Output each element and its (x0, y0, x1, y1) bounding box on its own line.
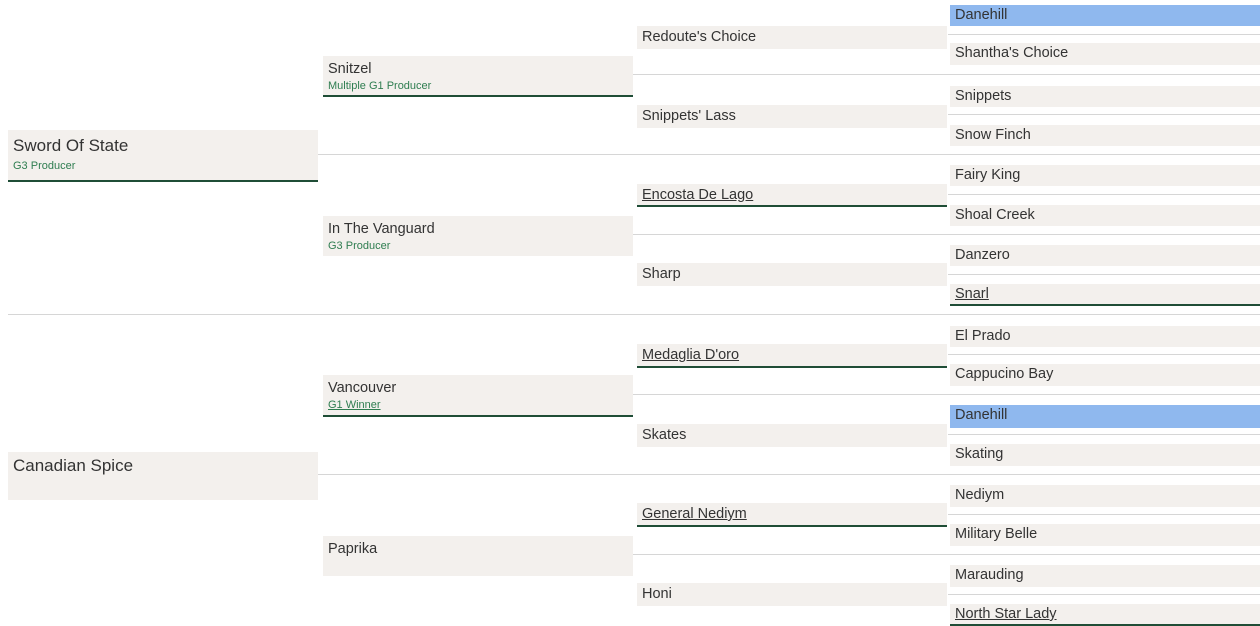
horse-note: G3 Producer (13, 160, 76, 172)
pedigree-gen3-entry[interactable] (637, 424, 947, 447)
horse-name: In The Vanguard (328, 221, 435, 237)
pedigree-gen3-entry[interactable] (637, 184, 947, 207)
pedigree-gen3-entry[interactable] (637, 26, 947, 49)
pedigree-gen4-entry[interactable] (950, 326, 1260, 347)
horse-name: Shantha's Choice (955, 45, 1069, 61)
horse-name: Sharp (642, 266, 681, 282)
pedigree-gen4-entry[interactable] (950, 205, 1260, 226)
pedigree-gen3-entry[interactable] (637, 503, 947, 527)
pedigree-gen3-entry[interactable] (637, 344, 947, 368)
pedigree-gen4-entry[interactable] (950, 364, 1260, 386)
horse-name: Vancouver (328, 380, 397, 396)
horse-name: Danzero (955, 247, 1010, 263)
row-divider (948, 434, 1260, 435)
pedigree-gen4-entry[interactable] (950, 86, 1260, 107)
row-divider (633, 74, 1260, 75)
horse-name: Military Belle (955, 526, 1038, 542)
pedigree-gen2-entry[interactable] (323, 536, 633, 576)
pedigree-gen4-entry[interactable] (950, 444, 1260, 466)
horse-name: Snippets' Lass (642, 108, 736, 124)
row-divider (8, 314, 1260, 315)
pedigree-gen4-entry[interactable] (950, 43, 1260, 65)
horse-name: Encosta De Lago (642, 187, 754, 203)
row-divider (948, 274, 1260, 275)
pedigree-gen2-entry[interactable] (323, 375, 633, 417)
horse-name: General Nediym (642, 506, 747, 522)
row-divider (948, 354, 1260, 355)
horse-name: Marauding (955, 567, 1024, 583)
horse-name: Sword Of State (13, 136, 129, 155)
horse-name: Redoute's Choice (642, 29, 757, 45)
pedigree-dam[interactable] (8, 452, 318, 500)
horse-note: G1 Winner (328, 399, 381, 411)
pedigree-gen4-entry[interactable] (950, 485, 1260, 507)
pedigree-gen3-entry[interactable] (637, 105, 947, 128)
pedigree-gen4-entry-highlighted[interactable] (950, 5, 1260, 26)
horse-name: Danehill (955, 7, 1008, 23)
row-divider (948, 194, 1260, 195)
pedigree-gen4-entry[interactable] (950, 245, 1260, 266)
pedigree-gen4-entry-highlighted[interactable] (950, 405, 1260, 428)
horse-name: Fairy King (955, 167, 1021, 183)
horse-name: Medaglia D'oro (642, 347, 740, 363)
pedigree-gen4-entry[interactable] (950, 125, 1260, 146)
horse-name: El Prado (955, 328, 1011, 344)
pedigree-gen2-entry[interactable] (323, 216, 633, 256)
horse-note: Multiple G1 Producer (328, 80, 432, 92)
pedigree-gen4-entry[interactable] (950, 524, 1260, 546)
pedigree-gen4-entry[interactable] (950, 284, 1260, 306)
horse-name: Shoal Creek (955, 207, 1035, 223)
horse-name: Snitzel (328, 61, 372, 77)
horse-name: Honi (642, 586, 672, 602)
row-divider (318, 474, 1260, 475)
horse-name: Snippets (955, 88, 1012, 104)
horse-name: Paprika (328, 541, 378, 557)
pedigree-gen4-entry[interactable] (950, 604, 1260, 626)
horse-name: Skates (642, 427, 687, 443)
pedigree-gen2-entry[interactable] (323, 56, 633, 97)
row-divider (948, 114, 1260, 115)
horse-name: Nediym (955, 487, 1005, 503)
row-divider (948, 34, 1260, 35)
row-divider (318, 154, 1260, 155)
row-divider (633, 234, 1260, 235)
pedigree-sire[interactable] (8, 130, 318, 182)
horse-name: Snarl (955, 286, 989, 302)
pedigree-gen3-entry[interactable] (637, 583, 947, 606)
row-divider (633, 554, 1260, 555)
row-divider (948, 594, 1260, 595)
row-divider (633, 394, 1260, 395)
pedigree-gen4-entry[interactable] (950, 165, 1260, 186)
horse-name: Canadian Spice (13, 456, 134, 475)
pedigree-gen3-entry[interactable] (637, 263, 947, 286)
row-divider (948, 514, 1260, 515)
horse-note: G3 Producer (328, 240, 391, 252)
horse-name: Cappucino Bay (955, 366, 1054, 382)
horse-name: North Star Lady (955, 606, 1057, 622)
horse-name: Danehill (955, 407, 1008, 423)
horse-name: Skating (955, 446, 1004, 462)
pedigree-gen4-entry[interactable] (950, 565, 1260, 587)
horse-name: Snow Finch (955, 127, 1031, 143)
